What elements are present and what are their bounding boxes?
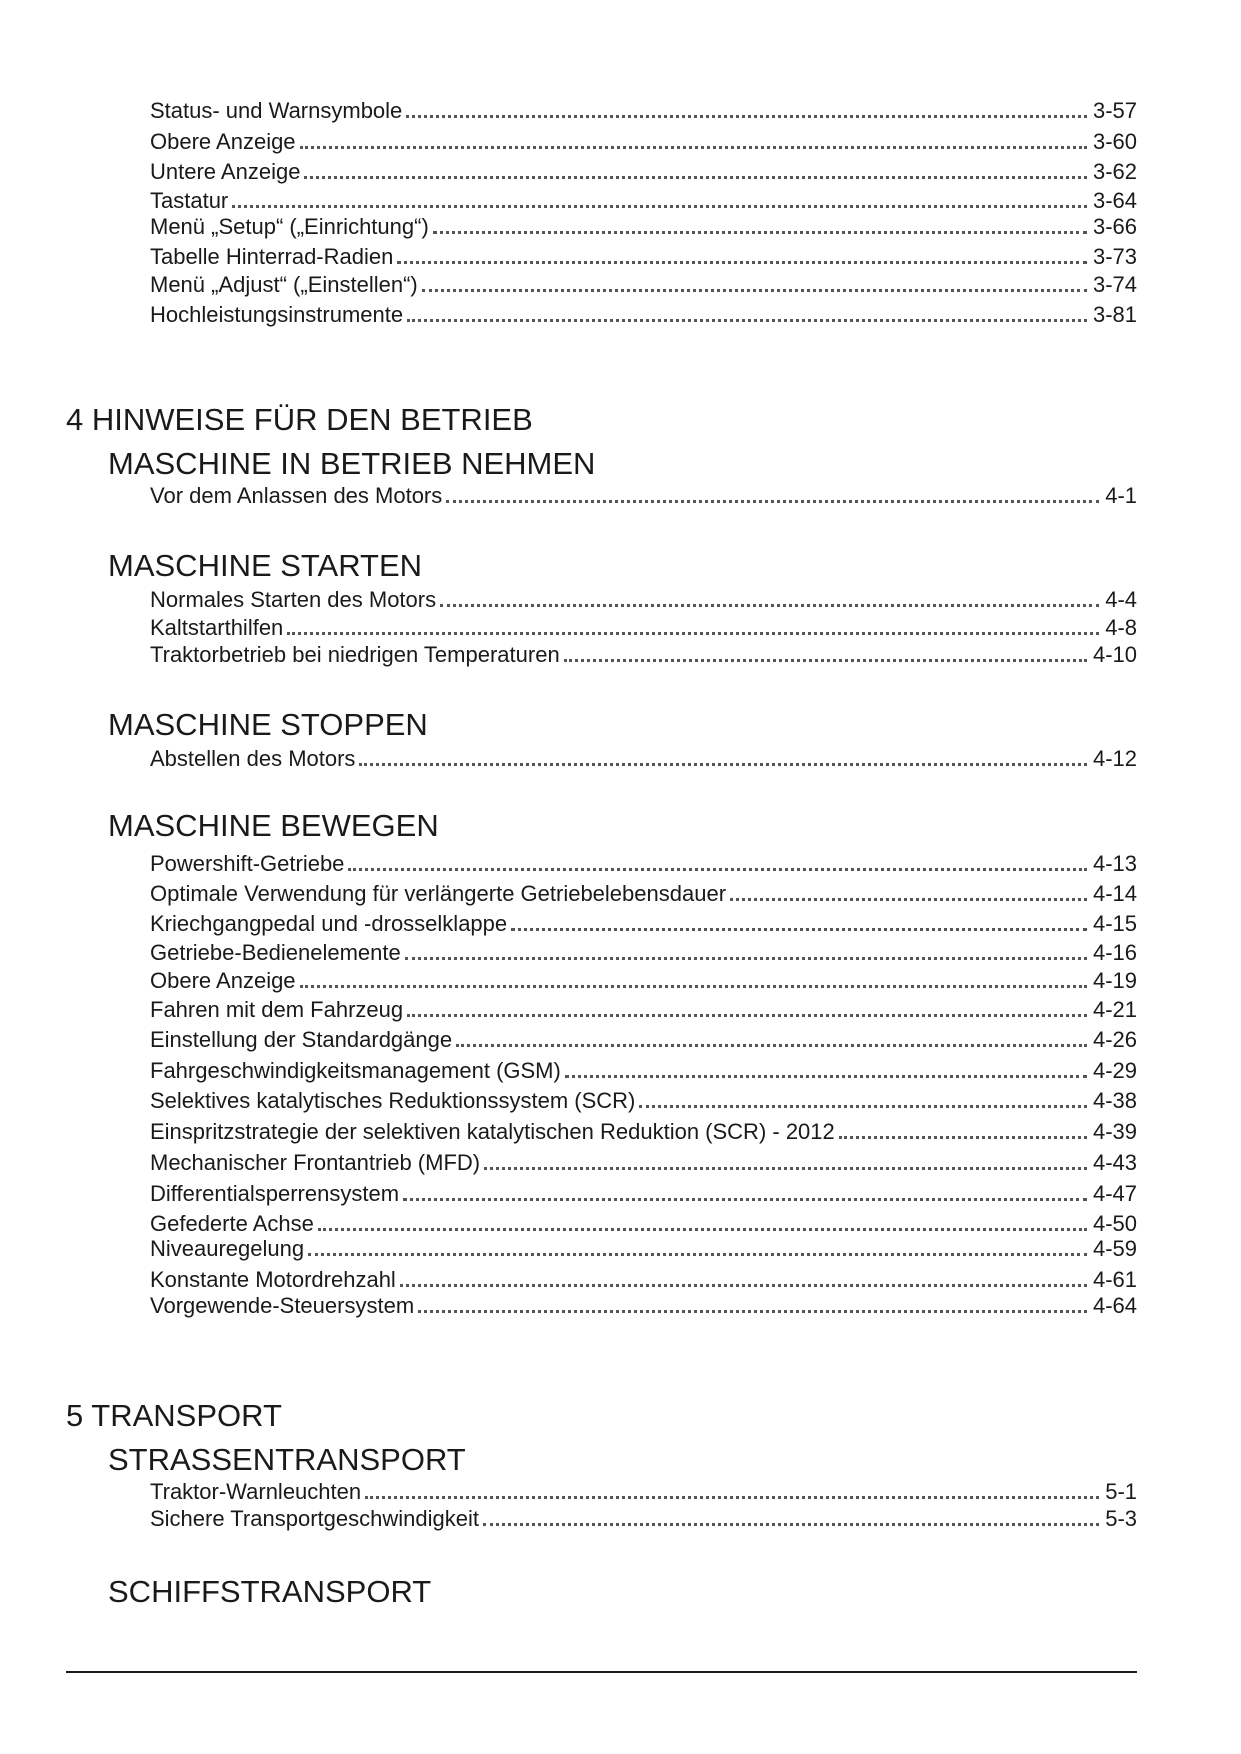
toc-dot-leader xyxy=(446,500,1099,503)
toc-entry-page: 4-10 xyxy=(1092,642,1137,667)
toc-dot-leader xyxy=(403,1198,1087,1201)
toc-entry-title: Menü „Setup“ („Einrichtung“) xyxy=(150,214,429,239)
toc-entry-title: Vor dem Anlassen des Motors xyxy=(150,483,443,508)
chapter-heading: 4 HINWEISE FÜR DEN BETRIEB xyxy=(66,402,533,437)
toc-entry-page: 4-21 xyxy=(1092,997,1137,1022)
toc-dot-leader xyxy=(308,1253,1087,1256)
toc-entry-page: 4-14 xyxy=(1092,881,1137,906)
toc-dot-leader xyxy=(300,985,1087,988)
toc-entry-title: Hochleistungsinstrumente xyxy=(150,302,404,327)
toc-entry[interactable] xyxy=(150,242,1137,270)
toc-entry-page: 4-26 xyxy=(1092,1027,1137,1052)
toc-entry[interactable] xyxy=(150,1504,1137,1532)
toc-entry-page: 4-61 xyxy=(1092,1267,1137,1292)
section-heading: MASCHINE IN BETRIEB NEHMEN xyxy=(108,446,596,481)
toc-entry-title: Fahrgeschwindigkeitsmanagement (GSM) xyxy=(150,1058,561,1083)
toc-dot-leader xyxy=(422,289,1087,292)
toc-dot-leader xyxy=(406,115,1087,118)
toc-entry[interactable] xyxy=(150,909,1137,937)
toc-entry-page: 3-62 xyxy=(1092,159,1137,184)
toc-entry-page: 4-8 xyxy=(1105,615,1137,640)
toc-entry-title: Powershift-Getriebe xyxy=(150,851,345,876)
toc-entry-page: 4-47 xyxy=(1092,1181,1137,1206)
toc-entry-page: 4-15 xyxy=(1092,911,1137,936)
toc-dot-leader xyxy=(730,898,1087,901)
toc-entry[interactable] xyxy=(150,96,1137,124)
toc-entry[interactable] xyxy=(150,1025,1137,1053)
toc-dot-leader xyxy=(407,319,1087,322)
toc-entry-title: Tastatur xyxy=(150,188,229,213)
toc-entry-page: 4-59 xyxy=(1092,1236,1137,1261)
toc-entry-page: 3-57 xyxy=(1092,98,1137,123)
toc-entry[interactable] xyxy=(150,481,1137,509)
toc-entry[interactable] xyxy=(150,879,1137,907)
toc-dot-leader xyxy=(300,146,1087,149)
toc-entry-title: Sichere Transportgeschwindigkeit xyxy=(150,1506,479,1531)
toc-entry[interactable] xyxy=(150,300,1137,328)
toc-entry-page: 3-64 xyxy=(1092,188,1137,213)
toc-entry-title: Getriebe-Bedienelemente xyxy=(150,940,401,965)
toc-entry[interactable] xyxy=(150,1117,1137,1145)
toc-entry[interactable] xyxy=(150,1179,1137,1207)
toc-entry[interactable] xyxy=(150,640,1137,668)
section-heading: STRASSENTRANSPORT xyxy=(108,1442,466,1477)
toc-entry[interactable] xyxy=(150,995,1137,1023)
section-heading: MASCHINE STARTEN xyxy=(108,548,423,583)
toc-entry-title: Einspritzstrategie der selektiven katalytischen Reduktion (SCR) - 2012 xyxy=(150,1119,835,1144)
toc-entry-title: Obere Anzeige xyxy=(150,129,296,154)
toc-entry-page: 4-19 xyxy=(1092,968,1137,993)
toc-dot-leader xyxy=(418,1310,1087,1313)
toc-dot-leader xyxy=(348,868,1087,871)
toc-entry-page: 4-1 xyxy=(1105,483,1137,508)
toc-entry[interactable] xyxy=(150,1148,1137,1176)
toc-entry-title: Einstellung der Standardgänge xyxy=(150,1027,453,1052)
toc-entry-page: 4-13 xyxy=(1092,851,1137,876)
toc-entry-page: 3-74 xyxy=(1092,272,1137,297)
toc-entry[interactable] xyxy=(150,1234,1137,1262)
toc-entry-title: Mechanischer Frontantrieb (MFD) xyxy=(150,1150,481,1175)
toc-entry-page: 4-50 xyxy=(1092,1211,1137,1236)
toc-entry-title: Selektives katalytisches Reduktionssystem (SCR) xyxy=(150,1088,636,1113)
section-heading: MASCHINE BEWEGEN xyxy=(108,808,439,843)
toc-dot-leader xyxy=(839,1136,1087,1139)
toc-entry-title: Menü „Adjust“ („Einstellen“) xyxy=(150,272,418,297)
toc-entry-page: 4-16 xyxy=(1092,940,1137,965)
toc-entry-title: Normales Starten des Motors xyxy=(150,587,437,612)
toc-entry[interactable] xyxy=(150,1265,1137,1293)
toc-entry-page: 5-1 xyxy=(1105,1479,1137,1504)
toc-entry[interactable] xyxy=(150,127,1137,155)
toc-entry-title: Vorgewende-Steuersystem xyxy=(150,1293,415,1318)
toc-entry[interactable] xyxy=(150,186,1137,214)
toc-dot-leader xyxy=(407,1014,1087,1017)
toc-entry-page: 4-39 xyxy=(1092,1119,1137,1144)
toc-entry-page: 3-81 xyxy=(1092,302,1137,327)
toc-entry-title: Traktorbetrieb bei niedrigen Temperaturen xyxy=(150,642,560,667)
toc-dot-leader xyxy=(639,1105,1087,1108)
toc-entry-page: 4-43 xyxy=(1092,1150,1137,1175)
toc-dot-leader xyxy=(440,604,1099,607)
toc-dot-leader xyxy=(456,1044,1087,1047)
toc-entry-title: Kriechgangpedal und -drosselklappe xyxy=(150,911,508,936)
toc-dot-leader xyxy=(511,928,1087,931)
toc-entry-title: Gefederte Achse xyxy=(150,1211,314,1236)
toc-entry[interactable] xyxy=(150,1209,1137,1237)
toc-entry-title: Differentialsperrensystem xyxy=(150,1181,400,1206)
toc-entry-page: 3-73 xyxy=(1092,244,1137,269)
toc-dot-leader xyxy=(359,763,1087,766)
toc-entry[interactable] xyxy=(150,849,1137,877)
toc-entry-title: Untere Anzeige xyxy=(150,159,301,184)
section-heading: SCHIFFSTRANSPORT xyxy=(108,1574,432,1609)
toc-dot-leader xyxy=(483,1523,1099,1526)
toc-dot-leader xyxy=(564,659,1087,662)
toc-entry-title: Fahren mit dem Fahrzeug xyxy=(150,997,404,1022)
toc-entry-page: 3-60 xyxy=(1092,129,1137,154)
toc-entry[interactable] xyxy=(150,1291,1137,1319)
toc-entry-title: Traktor-Warnleuchten xyxy=(150,1479,362,1504)
toc-entry-page: 4-29 xyxy=(1092,1058,1137,1083)
toc-entry[interactable] xyxy=(150,585,1137,613)
toc-entry-title: Optimale Verwendung für verlängerte Getriebelebensdauer xyxy=(150,881,727,906)
toc-entry-title: Kaltstarthilfen xyxy=(150,615,284,640)
toc-dot-leader xyxy=(304,176,1087,179)
toc-dot-leader xyxy=(397,261,1087,264)
toc-dot-leader xyxy=(232,205,1087,208)
toc-dot-leader xyxy=(484,1167,1087,1170)
toc-entry-page: 4-64 xyxy=(1092,1293,1137,1318)
toc-entry-title: Abstellen des Motors xyxy=(150,746,356,771)
toc-entry[interactable] xyxy=(150,1056,1137,1084)
toc-entry[interactable] xyxy=(150,613,1137,641)
toc-entry[interactable] xyxy=(150,212,1137,240)
toc-entry-page: 4-12 xyxy=(1092,746,1137,771)
toc-entry-page: 3-66 xyxy=(1092,214,1137,239)
toc-entry[interactable] xyxy=(150,966,1137,994)
toc-dot-leader xyxy=(405,957,1087,960)
toc-entry[interactable] xyxy=(150,744,1137,772)
toc-entry-title: Konstante Motordrehzahl xyxy=(150,1267,396,1292)
toc-dot-leader xyxy=(433,231,1087,234)
toc-entry[interactable] xyxy=(150,157,1137,185)
toc-dot-leader xyxy=(400,1284,1087,1287)
toc-entry-title: Tabelle Hinterrad-Radien xyxy=(150,244,394,269)
toc-entry-title: Status- und Warnsymbole xyxy=(150,98,403,123)
toc-entry-page: 5-3 xyxy=(1105,1506,1137,1531)
toc-entry[interactable] xyxy=(150,270,1137,298)
toc-dot-leader xyxy=(287,632,1099,635)
toc-entry[interactable] xyxy=(150,1086,1137,1114)
toc-dot-leader xyxy=(365,1496,1099,1499)
toc-entry-page: 4-38 xyxy=(1092,1088,1137,1113)
chapter-heading: 5 TRANSPORT xyxy=(66,1398,282,1433)
toc-entry-page: 4-4 xyxy=(1105,587,1137,612)
toc-entry[interactable] xyxy=(150,938,1137,966)
toc-entry-title: Niveauregelung xyxy=(150,1236,305,1261)
section-heading: MASCHINE STOPPEN xyxy=(108,707,428,742)
toc-entry-title: Obere Anzeige xyxy=(150,968,296,993)
toc-dot-leader xyxy=(565,1075,1087,1078)
footer-rule xyxy=(66,1671,1137,1673)
toc-entry[interactable] xyxy=(150,1477,1137,1505)
toc-dot-leader xyxy=(318,1228,1087,1231)
